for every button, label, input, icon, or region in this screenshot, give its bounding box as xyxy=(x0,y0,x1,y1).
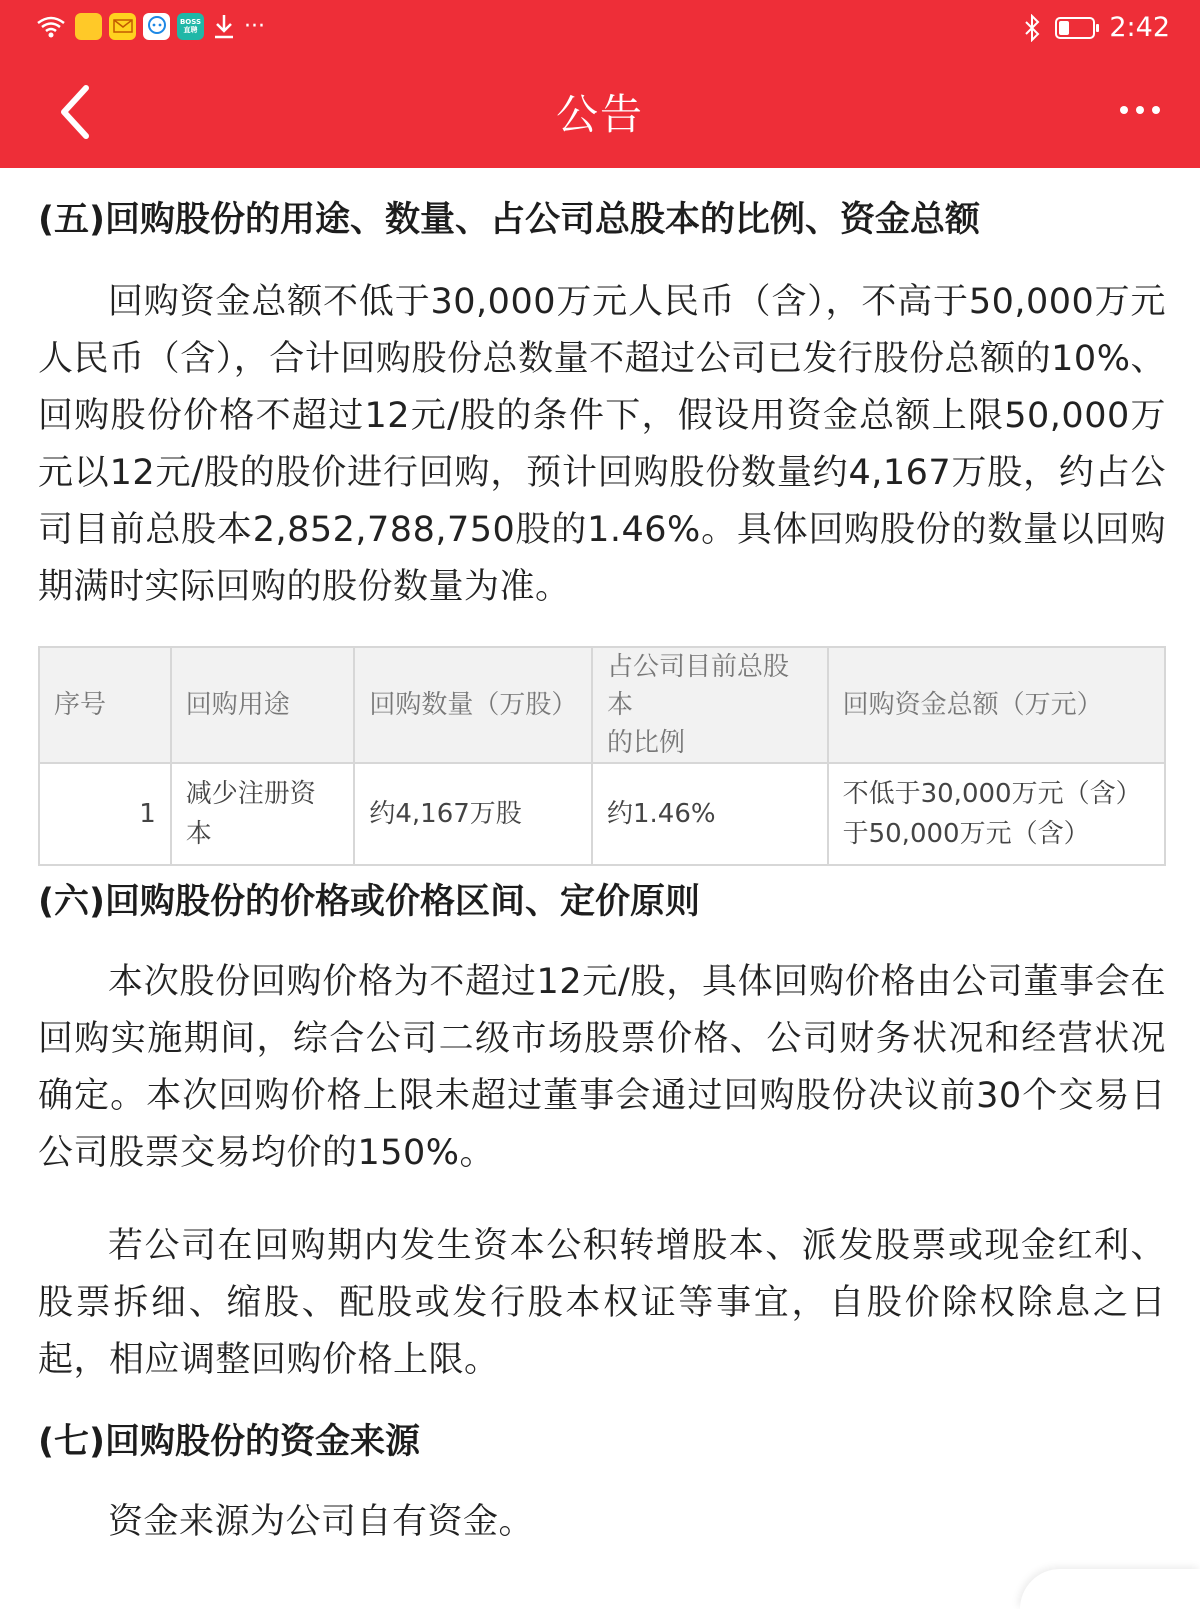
table-cell xyxy=(828,763,1165,865)
boss-app-icon xyxy=(177,13,204,40)
status-bar xyxy=(0,0,1200,58)
header-line: 的比例 xyxy=(606,728,685,758)
status-right xyxy=(1023,12,1170,43)
page-title: 公告 xyxy=(555,90,644,139)
table-row xyxy=(39,763,1165,865)
wifi-icon xyxy=(34,13,68,39)
section-5-paragraph: 回购资金总额不低于30,000万元人民币（含），不高于50,000万元人民币（含），合计回购股份总数量不超过公司已发行股份总额的10%、回购股份价格不超过12元/股的条件下，假设用资金总额上限50,000万元以12元/股的股价进行回购，预计回购股份数量约4,167万股，约占公司目前总股本2,852,788,750股的1.46%。具体回购股份的数量以回购期满时实际回购的股份数量为准。 xyxy=(38,282,1166,607)
boss-label-cn: 直聘 xyxy=(183,26,198,34)
more-options-button[interactable] xyxy=(1110,90,1170,130)
cell-line: 不低于30,000万元（含） xyxy=(842,779,1142,809)
section-6-heading: (六)回购股份的价格或价格区间、定价原则 xyxy=(38,882,700,922)
table-header-row xyxy=(39,647,1165,763)
table-cell: 1 xyxy=(39,763,171,865)
table-header: 回购用途 xyxy=(171,647,355,763)
more-dots-icon xyxy=(1120,106,1128,114)
section-7-paragraph: 资金来源为公司自有资金。 xyxy=(108,1502,535,1542)
table-cell: 约1.46% xyxy=(592,763,828,865)
navigation-bar xyxy=(0,58,1200,168)
table-header xyxy=(592,647,828,763)
table-header: 回购资金总额（万元） xyxy=(828,647,1165,763)
section-6-paragraph-1: 本次股份回购价格为不超过12元/股，具体回购价格由公司董事会在回购实施期间，综合公司二级市场股票价格、公司财务状况和经营状况确定。本次回购价格上限未超过董事会通过回购股份决议前30个交易日公司股票交易均价的150%。 xyxy=(38,962,1166,1173)
section-5-heading: (五)回购股份的用途、数量、占公司总股本的比例、资金总额 xyxy=(38,200,980,240)
more-dot xyxy=(1152,106,1160,114)
cell-line: 于50,000万元（含） xyxy=(842,819,1090,849)
more-dot xyxy=(1136,106,1144,114)
header-line: 占公司目前总股本 xyxy=(606,652,789,720)
table-header: 序号 xyxy=(39,647,171,763)
section-7-heading: (七)回购股份的资金来源 xyxy=(38,1422,420,1462)
status-left-icons xyxy=(34,12,265,40)
floating-panel-edge[interactable] xyxy=(1020,1569,1200,1609)
notes-app-icon xyxy=(75,13,102,40)
buyback-table xyxy=(38,646,1166,866)
more-dots-icon: ··· xyxy=(244,13,265,39)
status-time: 2:42 xyxy=(1109,12,1170,43)
battery-icon xyxy=(1055,17,1095,39)
table-cell: 减少注册资本 xyxy=(171,763,355,865)
bluetooth-icon xyxy=(1023,14,1041,42)
download-icon xyxy=(211,12,237,40)
boss-label: BOSS xyxy=(179,18,202,26)
chat-app-icon xyxy=(143,13,170,40)
mail-app-icon xyxy=(109,13,136,40)
section-6-paragraph-2: 若公司在回购期内发生资本公积转增股本、派发股票或现金红利、股票拆细、缩股、配股或发行股本权证等事宜，自股价除权除息之日起，相应调整回购价格上限。 xyxy=(38,1226,1166,1380)
table-header: 回购数量（万股） xyxy=(354,647,592,763)
table-cell: 约4,167万股 xyxy=(354,763,592,865)
app-header-background xyxy=(0,0,1200,168)
